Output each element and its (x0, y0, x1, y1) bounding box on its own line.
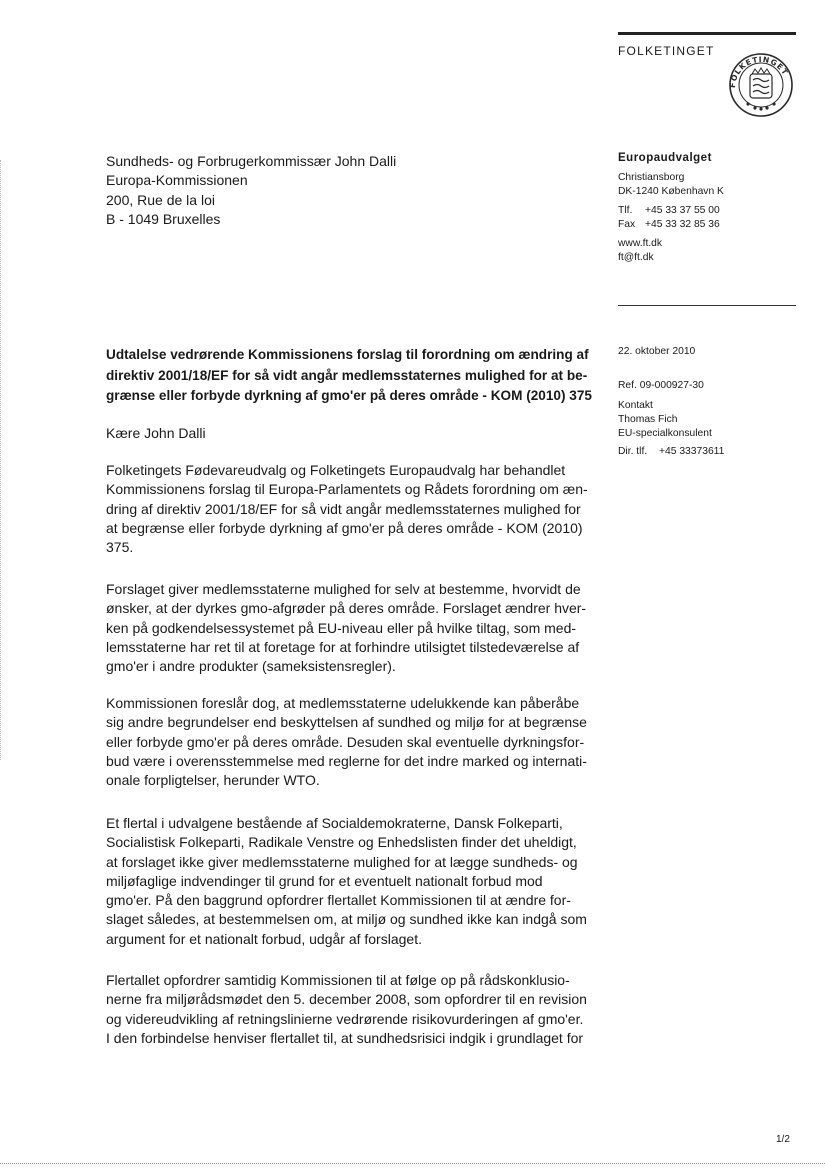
scan-fold-mark (0, 160, 5, 760)
paragraph-line: I den forbindelse henviser flertallet til, at sundhedsrisici indgik i grundlaget for (106, 1029, 584, 1046)
letter-date: 22. oktober 2010 (618, 346, 696, 357)
paragraph-line: miljøfaglige indvendinger til grund for et eventuelt nationalt forbud mod (106, 872, 543, 889)
body-paragraph (106, 694, 596, 790)
paragraph-line: nerne fra miljørådsmødet den 5. december 2008, som opfordrer til en revision (106, 991, 587, 1008)
paragraph-line: Et flertal i udvalgene bestående af Socialdemokraterne, Dansk Folkeparti, (106, 815, 563, 831)
paragraph-line: eller forbyde gmo'er på deres område. Desuden skal eventuelle dyrkningsfor- (106, 733, 585, 750)
contact-label: Kontakt (618, 400, 653, 411)
paragraph-line: onale forpligtelser, herunder WTO. (106, 772, 320, 789)
paragraph-line: argument for et nationalt forbud, udgår af forslaget. (106, 930, 422, 947)
subject-line: grænse eller forbyde dyrkning af gmo'er på deres område - KOM (2010) 375 (106, 388, 592, 403)
direct-phone-row (618, 445, 724, 459)
contact-name: Thomas Fich (618, 414, 678, 425)
sender-phone-row (618, 204, 724, 218)
paragraph-line: Kommissionens forslag til Europa-Parlamentets og Rådets forordning om æn- (106, 481, 588, 498)
paragraph-line: gmo'er i andre produkter (sameksistensregler). (106, 658, 396, 675)
sender-email-link[interactable]: ft@ft.dk (618, 252, 654, 263)
body-paragraph (106, 814, 596, 949)
contact-title: EU-specialkonsulent (618, 428, 712, 439)
folketinget-seal-icon (728, 52, 794, 118)
sender-address-line: Christiansborg (618, 172, 685, 183)
paragraph-line: dring af direktiv 2001/18/EF for så vidt angår medlemsstaternes mulighed for (106, 500, 581, 517)
paragraph-line: Flertallet opfordrer samtidig Kommissionen til at følge op på rådskonklusio- (106, 972, 570, 988)
body-paragraph (106, 580, 596, 676)
direct-phone-value: +45 33373611 (659, 446, 725, 457)
paragraph-line: ken på godkendelsessystemet på EU-niveau eller på hvilke tiltag, som med- (106, 619, 577, 636)
paragraph-line: Forslaget giver medlemsstaterne mulighed for selv at bestemme, hvorvidt de (106, 581, 581, 597)
sender-block (618, 151, 724, 265)
paragraph-line: Socialistisk Folkeparti, Radikale Venstre og Enhedslisten finder det uheldigt, (106, 834, 577, 851)
letter-ref: Ref. 09-000927-30 (618, 380, 704, 391)
letter-subject (106, 345, 606, 407)
svg-text:FOLKETINGET: FOLKETINGET (728, 54, 791, 89)
paragraph-line: bud være i overensstemmelse med reglerne for det indre marked og internati- (106, 752, 587, 769)
salutation: Kære John Dalli (106, 425, 206, 441)
phone-label: Tlf. (618, 205, 633, 216)
paragraph-line: Kommissionen foreslår dog, at medlemsstaterne udelukkende kan påberåbe (106, 695, 580, 711)
paragraph-line: at begrænse eller forbyde dyrkning af gmo'er på deres område - KOM (2010) (106, 519, 583, 536)
subject-line: direktiv 2001/18/EF for så vidt angår medlemsstaternes mulighed for at be- (106, 367, 588, 383)
subject-line: Udtalelse vedrørende Kommissionens forslag til forordning om ændring af (106, 347, 589, 362)
paragraph-line: ønsker, at der dyrkes gmo-afgrøder på deres område. Forslaget ændrer hver- (106, 600, 587, 617)
paragraph-line: Folketingets Fødevareudvalg og Folketingets Europaudvalg har behandlet (106, 462, 566, 478)
header-rule (618, 32, 796, 35)
org-name: FOLKETINGET (618, 44, 715, 58)
phone-value: +45 33 37 55 00 (645, 205, 720, 216)
paragraph-line: og videreudvikling af retningslinierne vedrørende risikovurderingen af gmo'er. (106, 1010, 584, 1027)
recipient-line: Sundheds- og Forbrugerkommissær John Dalli (106, 153, 397, 169)
sender-address-line: DK-1240 København K (618, 186, 724, 197)
paragraph-line: gmo'er. På den baggrund opfordrer flertallet Kommissionen til at ændre for- (106, 892, 571, 909)
fax-label: Fax (618, 219, 636, 230)
scan-edge-rule (0, 1163, 825, 1164)
body-paragraph (106, 461, 596, 557)
paragraph-line: 375. (106, 539, 134, 556)
letter-meta (618, 345, 724, 459)
fax-value: +45 33 32 85 36 (645, 219, 720, 230)
sender-divider (618, 305, 796, 306)
page-number: 1/2 (776, 1134, 790, 1145)
paragraph-line: slaget således, at bestemmelsen om, at miljø og sundhed ikke kan indgå som (106, 911, 587, 928)
paragraph-line: lemsstaterne har ret til at foretage for at forhindre utilsigtet tilstedeværelse af (106, 638, 580, 655)
recipient-line: B - 1049 Bruxelles (106, 210, 221, 227)
sender-fax-row (618, 218, 724, 232)
paragraph-line: at forslaget ikke giver medlemsstaterne mulighed for at lægge sundheds- og (106, 853, 578, 870)
body-paragraph (106, 971, 596, 1048)
direct-phone-label: Dir. tlf. (618, 446, 648, 457)
sender-web-link[interactable]: www.ft.dk (618, 238, 663, 249)
paragraph-line: sig andre begrundelser end beskyttelsen af sundhed og miljø for at begrænse (106, 714, 587, 731)
recipient-line: Europa-Kommissionen (106, 172, 248, 189)
recipient-line: 200, Rue de la loi (106, 191, 215, 208)
recipient-address (106, 152, 396, 229)
sender-department: Europaudvalget (618, 152, 712, 164)
